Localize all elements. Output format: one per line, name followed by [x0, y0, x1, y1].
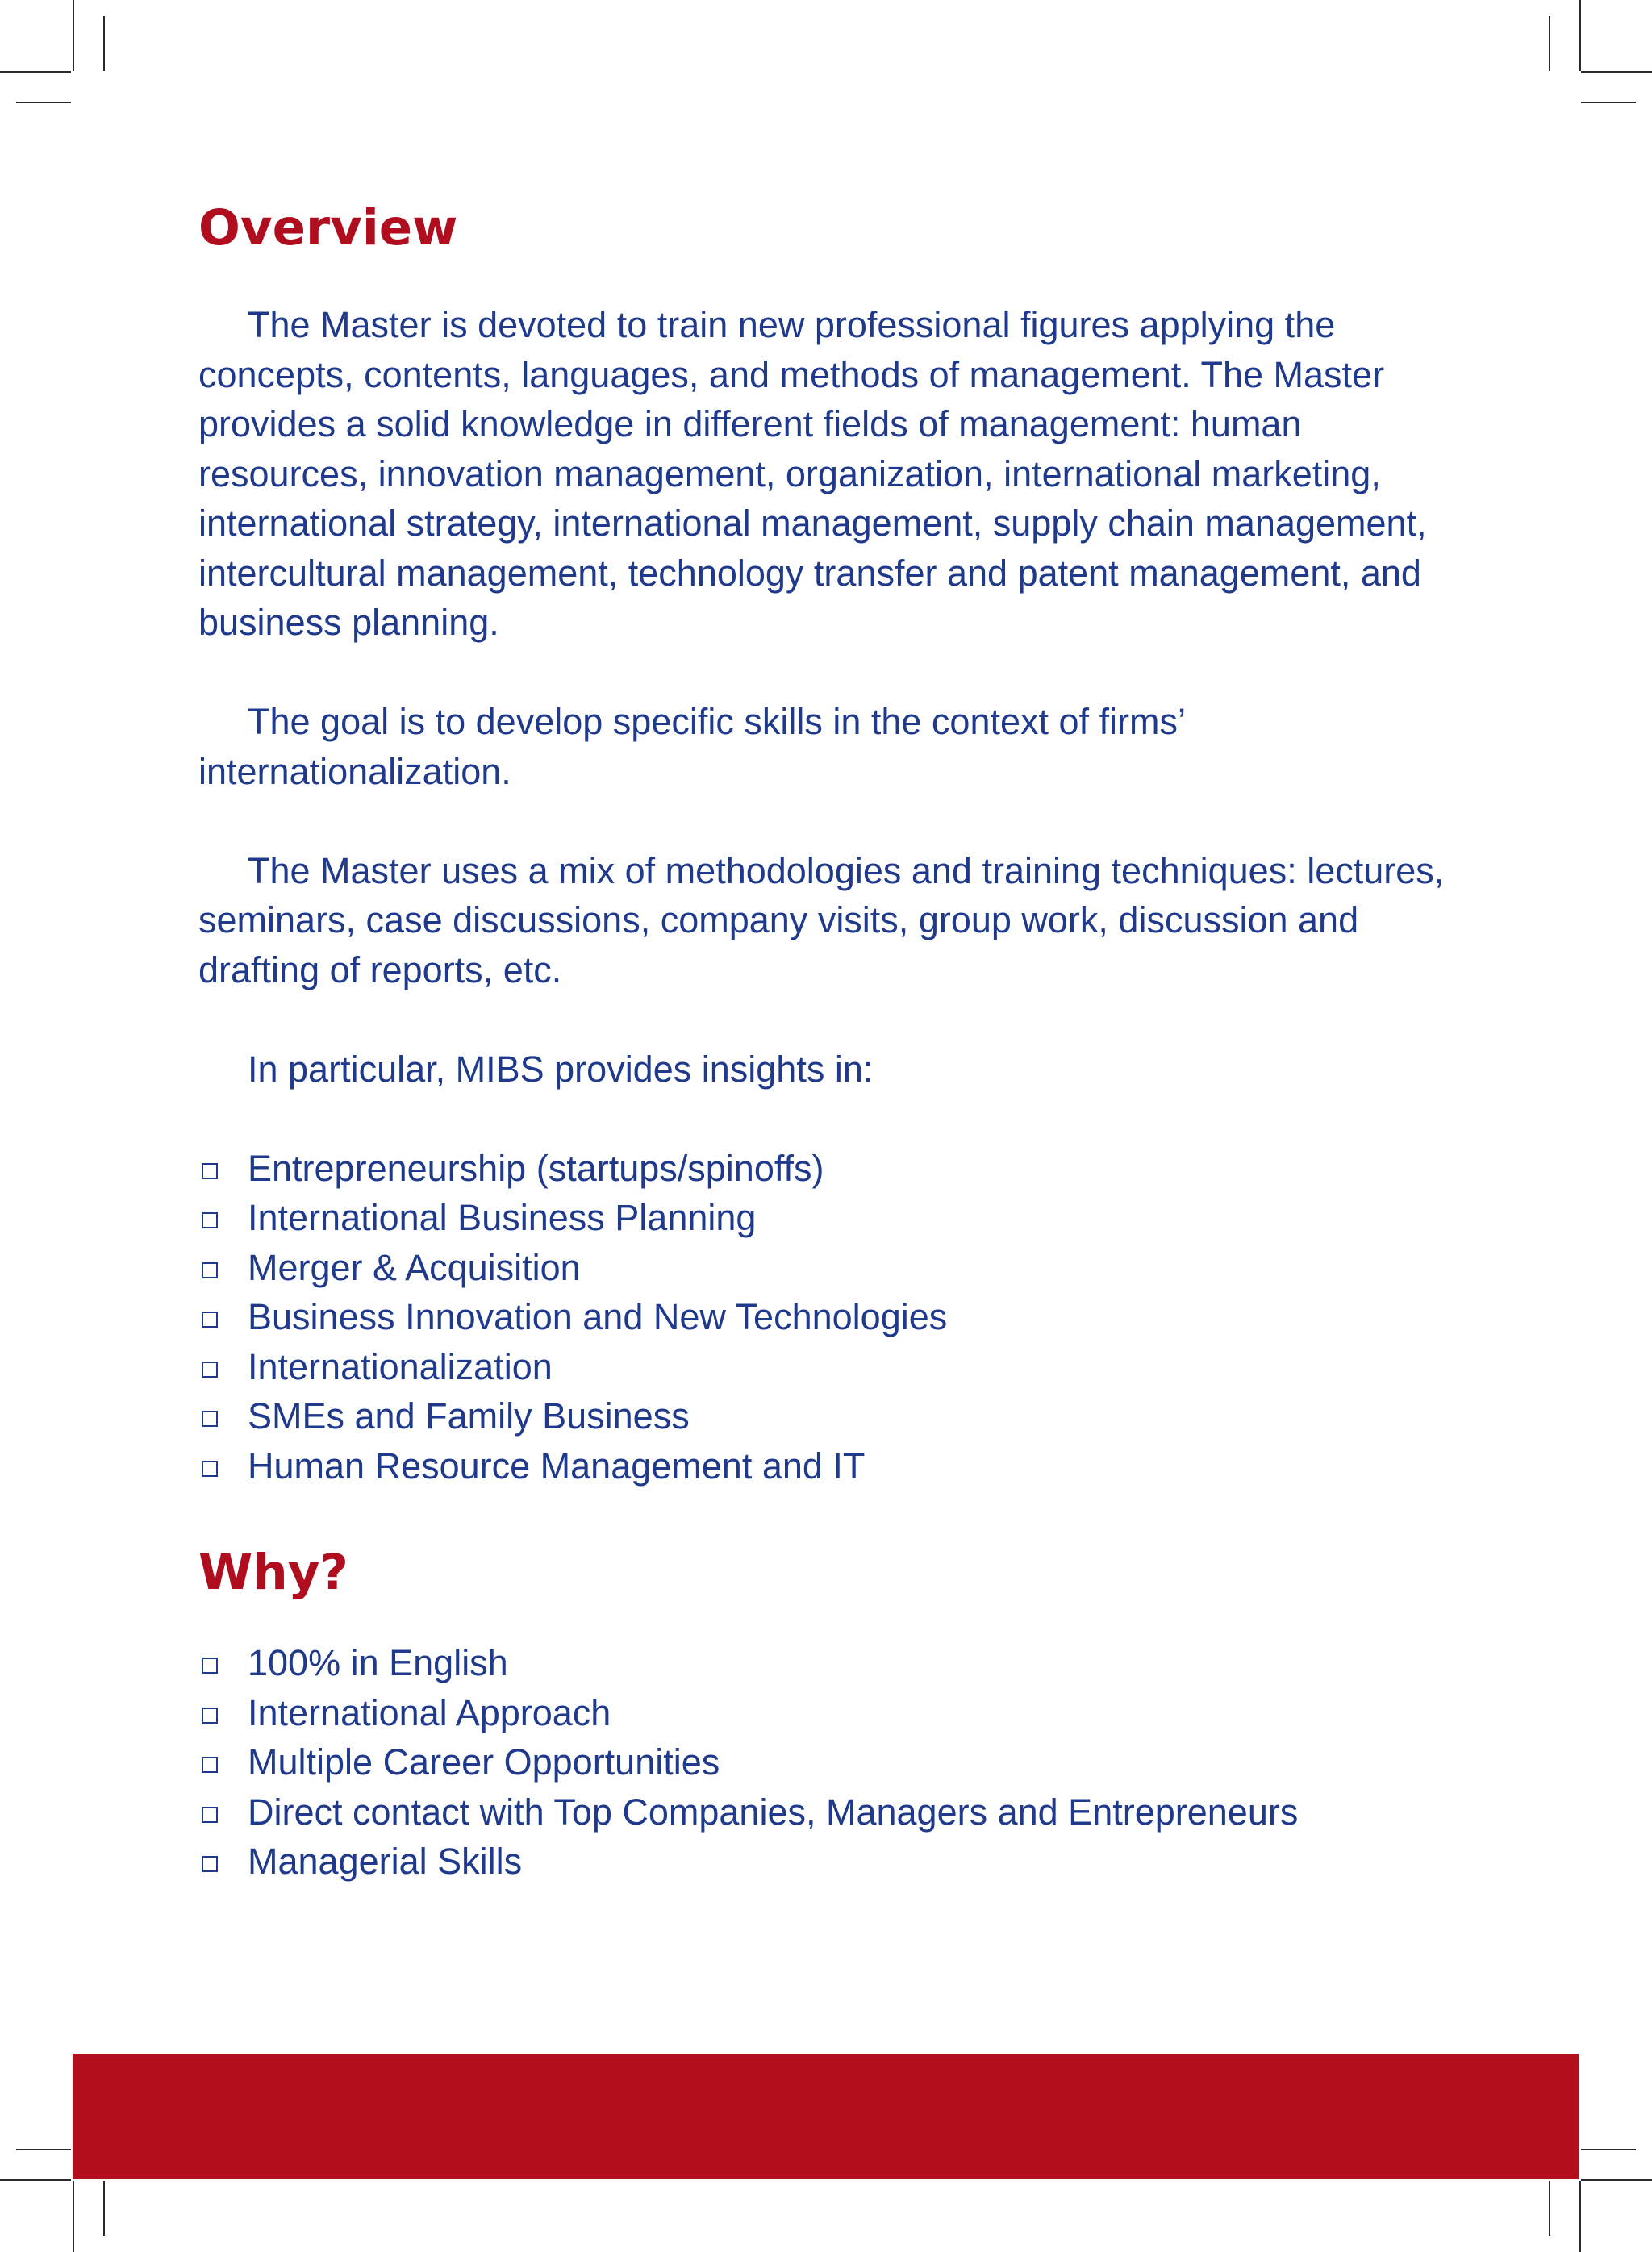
list-item-text: Business Innovation and New Technologies: [248, 1296, 948, 1337]
crop-mark-top-right-inner: [1549, 16, 1550, 71]
checkbox-bullet-icon: [202, 1461, 218, 1477]
page-content: [198, 192, 1473, 1887]
crop-mark-bottom-left-h1: [0, 2179, 71, 2181]
list-item: [198, 1243, 1473, 1293]
overview-paragraph-3: The Master uses a mix of methodologies and training techniques: lectures, seminars, case discussions, company visits, group work, discussion and drafting of reports, etc.: [198, 849, 1445, 990]
crop-mark-top-right-outer: [1579, 0, 1581, 71]
overview-heading: Overview: [198, 199, 458, 256]
list-item: [198, 1391, 1473, 1441]
crop-mark-bottom-right-h2: [1581, 2149, 1636, 2150]
checkbox-bullet-icon: [202, 1757, 218, 1773]
list-item-text: Direct contact with Top Companies, Managers and Entrepreneurs: [248, 1791, 1299, 1833]
checkbox-bullet-icon: [202, 1362, 218, 1378]
list-item: [198, 1837, 1473, 1887]
checkbox-bullet-icon: [202, 1856, 218, 1872]
checkbox-bullet-icon: [202, 1658, 218, 1674]
list-item-text: Human Resource Management and IT: [248, 1445, 866, 1487]
crop-mark-bottom-left-h2: [16, 2149, 71, 2150]
overview-paragraph-4: In particular, MIBS provides insights in:: [248, 1048, 874, 1090]
overview-paragraph-2: The goal is to develop specific skills in the context of firms’ internationalization.: [198, 701, 1185, 792]
list-item-text: Managerial Skills: [248, 1841, 523, 1882]
list-item: [198, 1342, 1473, 1392]
list-item-text: Entrepreneurship (startups/spinoffs): [248, 1147, 824, 1189]
list-item: [198, 1737, 1473, 1787]
checkbox-bullet-icon: [202, 1807, 218, 1823]
list-item-text: International Approach: [248, 1691, 611, 1733]
checkbox-bullet-icon: [202, 1262, 218, 1278]
crop-mark-top-right-h1: [1581, 71, 1652, 73]
checkbox-bullet-icon: [202, 1312, 218, 1328]
list-item: [198, 1688, 1473, 1738]
list-item-text: 100% in English: [248, 1642, 508, 1683]
why-list: [198, 1638, 1473, 1887]
list-item: [198, 1638, 1473, 1688]
crop-mark-top-left-h2: [16, 102, 71, 103]
crop-mark-top-left-inner: [103, 16, 105, 71]
insights-list: [198, 1144, 1473, 1491]
crop-mark-bottom-right-outer: [1579, 2181, 1581, 2252]
crop-mark-bottom-left-outer: [73, 2181, 74, 2252]
list-item-text: International Business Planning: [248, 1197, 757, 1238]
list-item: [198, 1787, 1473, 1837]
checkbox-bullet-icon: [202, 1212, 218, 1228]
why-heading: Why?: [198, 1544, 348, 1601]
crop-mark-bottom-right-h1: [1581, 2179, 1652, 2181]
list-item: [198, 1144, 1473, 1194]
list-item: [198, 1441, 1473, 1491]
list-item-text: Internationalization: [248, 1345, 553, 1387]
crop-mark-top-right-h2: [1581, 102, 1636, 103]
list-item-text: Multiple Career Opportunities: [248, 1741, 720, 1783]
list-item: [198, 1193, 1473, 1243]
crop-mark-bottom-left-inner: [103, 2181, 105, 2236]
overview-paragraph-1: The Master is devoted to train new professional figures applying the concepts, contents, languages, and methods of management. The Master provides a solid knowledge in different fields of management: human resources, innovation management, organization, international marketing, international strategy, international management, supply chain management, intercultural management, technology transfer and patent management, and business planning.: [198, 304, 1427, 643]
list-item-text: SMEs and Family Business: [248, 1395, 690, 1437]
list-item-text: Merger & Acquisition: [248, 1246, 581, 1288]
crop-mark-bottom-right-inner: [1549, 2181, 1550, 2236]
checkbox-bullet-icon: [202, 1163, 218, 1179]
list-item: [198, 1292, 1473, 1342]
checkbox-bullet-icon: [202, 1411, 218, 1427]
crop-mark-top-left-h1: [0, 71, 71, 73]
footer-red-band: [73, 2054, 1579, 2179]
checkbox-bullet-icon: [202, 1708, 218, 1724]
crop-mark-top-left-outer: [73, 0, 74, 71]
